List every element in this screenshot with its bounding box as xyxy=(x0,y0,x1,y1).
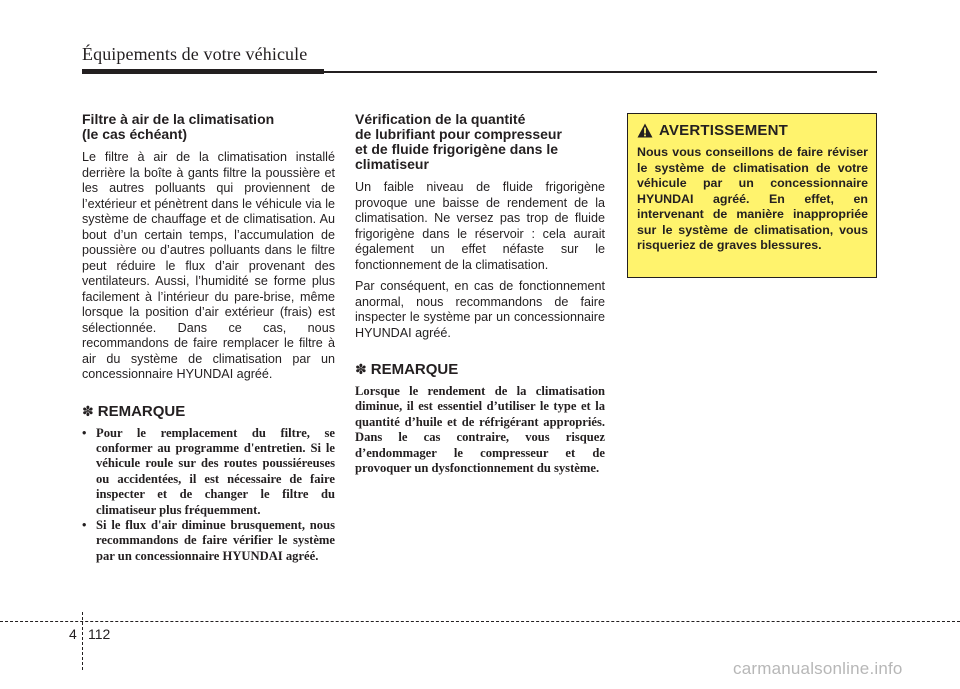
remarque-label: REMARQUE xyxy=(370,361,459,378)
page-header-title: Équipements de votre véhicule xyxy=(82,44,308,64)
column-left xyxy=(82,112,335,564)
remarque-heading xyxy=(82,403,335,420)
remarque-text: Lorsque le rendement de la climatisation diminue, il est essentiel d’utiliser le type et la quantité d’huile et de réfrigérant appropriés. Dans le cas contraire, vous risquez d’endommager le compresseur et de provoquer un dysfonctionnement du système. xyxy=(355,384,605,476)
refrigerant-paragraph-2: Par conséquent, en cas de fonctionnement anormal, nous recommandons de faire inspecter le système par un concessionnaire HYUNDAI agréé. xyxy=(355,279,605,340)
section-title-refrigerant: Vérification de la quantité de lubrifiant pour compresseur et de fluide frigorigène dans le climatiseur xyxy=(355,111,562,172)
warning-triangle-icon xyxy=(637,123,653,138)
warning-box xyxy=(627,113,877,278)
remarque-list xyxy=(82,426,335,565)
remarque-item-text: Si le flux d'air diminue brusquement, nous recommandons de faire vérifier le système par un concessionnaire HYUNDAI agréé. xyxy=(96,517,335,563)
bullet-icon: • xyxy=(82,425,87,440)
page-number: 112 xyxy=(88,626,111,642)
header-rule-thick xyxy=(82,69,324,74)
remarque-item xyxy=(82,426,335,518)
section-title-air-filter: Filtre à air de la climatisation (le cas échéant) xyxy=(82,111,275,142)
air-filter-body: Le filtre à air de la climatisation installé derrière la boîte à gants filtre la poussière et les autres polluants qui proviennent de l’extérieur et pénètrent dans le véhicule via le système de chauffage et de climatisation. Au bout d’un certain temps, l’accumulation de poussière ou d’autres polluants dans le filtre peut réduire le flux d’air provenant des ventilateurs. Aussi, l’humidité se forme plus facilement à l’intérieur du pare-brise, même lorsque la position d’air extérieur (frais) est sélectionnée. Dans ce cas, nous recommandons de faire remplacer le filtre à air du système de climatisation par un concessionnaire HYUNDAI agréé. xyxy=(82,150,335,381)
refrigerant-paragraph-1: Un faible niveau de fluide frigorigène provoque une baisse de rendement de la climatisation. Ne versez pas trop de fluide frigorigène dans le réservoir : cela aurait également un effet néfaste sur le fonctionnement de la climatisation. xyxy=(355,180,605,272)
asterisk-icon: ✽ xyxy=(355,361,367,377)
chapter-number: 4 xyxy=(69,626,77,642)
remarque-heading xyxy=(355,361,605,378)
warning-text: Nous vous conseillons de faire réviser le système de climatisation de votre véhicule par un concessionnaire HYUNDAI agréé. En effet, en intervenant de manière inappropriée sur le système de climatisation, vous risqueriez de graves blessures. xyxy=(637,145,868,252)
remarque-item xyxy=(82,518,335,564)
warning-header xyxy=(637,122,868,139)
header-rule-thin xyxy=(324,71,877,73)
asterisk-icon: ✽ xyxy=(82,402,94,419)
remarque-item-text: Pour le remplacement du filtre, se conformer au programme d'entretien. Si le véhicule roule sur des routes poussiéreuses ou accidentées, il est nécessaire de faire inspecter et de changer le filtre du climatiseur plus fréquemment. xyxy=(96,425,335,517)
bullet-icon: • xyxy=(82,517,87,532)
remarque-label: REMARQUE xyxy=(97,402,186,420)
column-middle xyxy=(355,112,605,476)
footer-vertical-divider xyxy=(82,612,83,670)
warning-title: AVERTISSEMENT xyxy=(659,122,789,139)
footer-divider xyxy=(0,621,960,622)
watermark: carmanualsonline.info xyxy=(733,659,903,678)
